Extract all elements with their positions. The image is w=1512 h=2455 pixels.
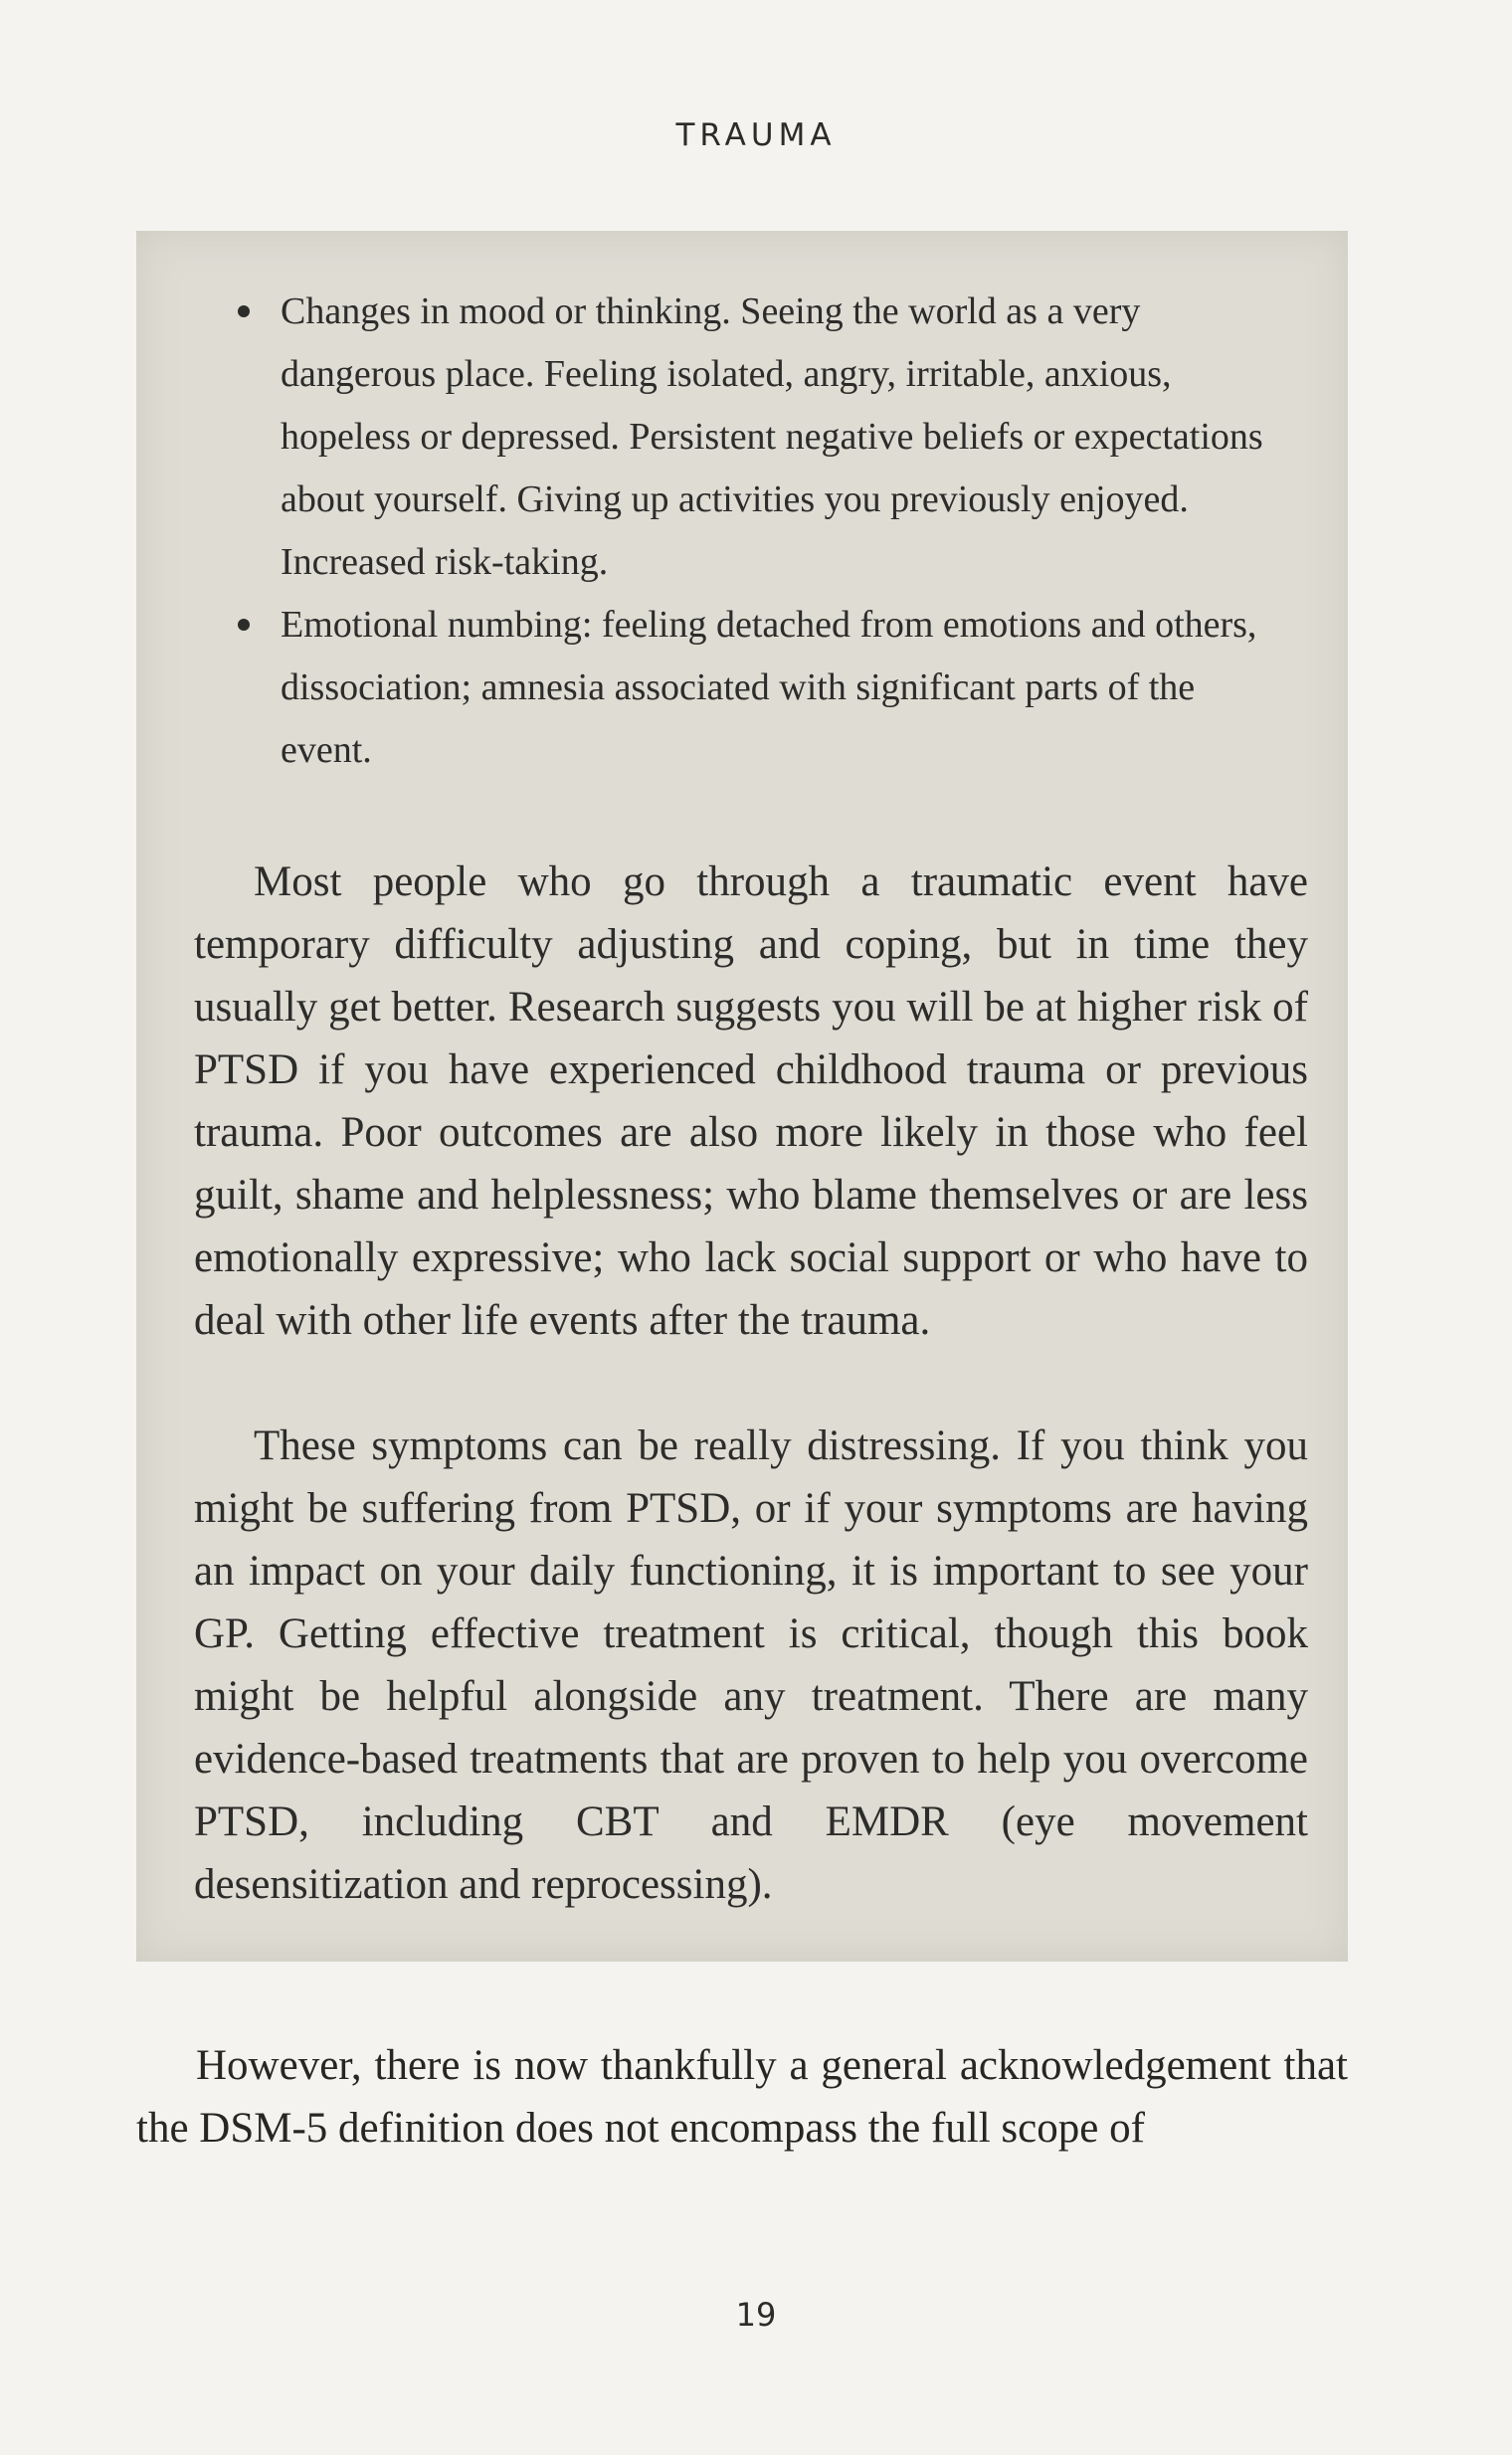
bullet-dot-icon xyxy=(238,619,250,631)
bullet-text: Changes in mood or thinking. Seeing the world as a very dangerous place. Feeling isolated, angry, irritable, anxious, hopeless or depressed. Persistent negative beliefs or expectations about yourself. Giving up activities you previously enjoyed. Increased risk-taking. xyxy=(281,290,1263,583)
bullet-item-mood xyxy=(136,281,1348,594)
running-head: TRAUMA xyxy=(675,117,837,153)
box-paragraph-treatment: These symptoms can be really distressing. If you think you might be suffering from PTSD, or if your symptoms are having an impact on your daily functioning, it is important to see your GP. Getting effective treatment is critical, though this book might be helpful alongside any treatment. There are many evidence-based treatments that are proven to help you overcome PTSD, including CBT and EMDR (eye movement desensitization and reprocessing). xyxy=(194,1422,1308,1908)
symptom-bullet-list xyxy=(136,281,1348,782)
bullet-text: Emotional numbing: feeling detached from emotions and others, dissociation; amnesia associated with significant parts of the event. xyxy=(281,604,1257,771)
body-paragraph: However, there is now thankfully a general acknowledgement that the DSM-5 definition does not encompass the full scope of xyxy=(136,2042,1348,2152)
bullet-item-numbing xyxy=(136,594,1348,782)
ptsd-symptoms-box xyxy=(136,231,1348,1962)
bullet-dot-icon xyxy=(238,305,250,317)
page-number: 19 xyxy=(735,2296,777,2334)
box-paragraph-outcomes: Most people who go through a traumatic event have temporary difficulty adjusting and coping, but in time they usually get better. Research suggests you will be at higher risk of PTSD if you have experienced childhood trauma or previous trauma. Poor outcomes are also more likely in those who feel guilt, shame and helplessness; who blame themselves or are less emotionally expressive; who lack social support or who have to deal with other life events after the trauma. xyxy=(194,858,1308,1344)
